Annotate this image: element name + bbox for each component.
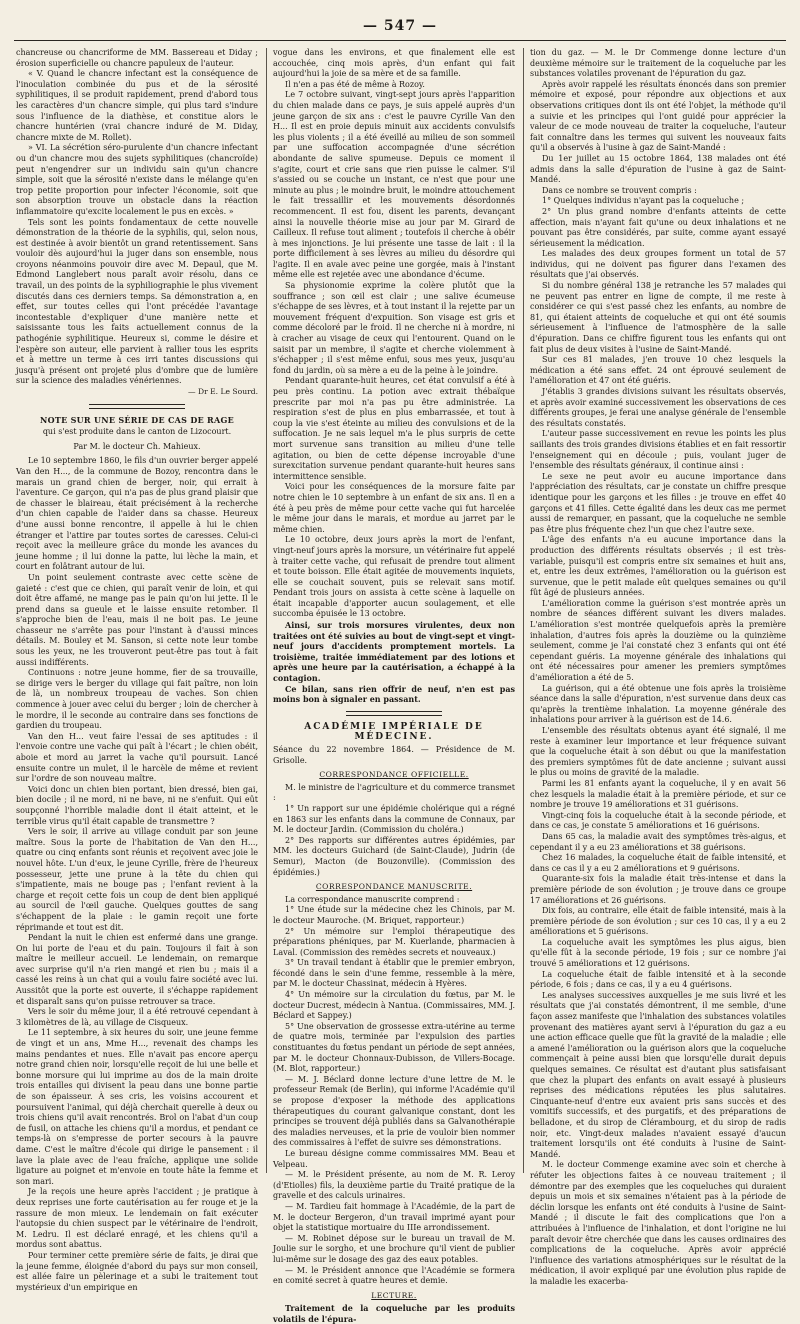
paragraph: Ainsi, sur trois morsures virulentes, deux non traitées ont été suivies au bout de vingt-sept et vingt-neuf jours d'accidents promptement mortels. La troisième, traitée immédiatement par des lotions et après une heure par la cautérisation, a échappé à la contagion. (273, 620, 515, 684)
paragraph: Dix fois, au contraire, elle était de faible intensité, mais à la première période de son évolution ; sur ces 10 cas, il y a eu 2 améliorations et 5 guérisons. (530, 906, 786, 937)
paragraph: Sa physionomie exprime la colère plutôt que la souffrance ; son œil est clair ; une salive écumeuse s'échappe de ses lèvres, et à tout instant il la rejette par un mouvement fréquent d'expuition. Son visage est gris et comme décoloré par le froid. Il ne cherche ni à mordre, ni à cracher au visage de ceux qui l'entourent. Quand on le saisit par un membre, il s'agite et cherche violemment à s'échapper ; il s'est même enfui, sous mes yeux, jusqu'au fond du jardin, où sa mère a eu de la peine à le joindre. (273, 281, 515, 375)
paragraph: Les analyses successives auxquelles je me suis livré et les résultats que j'ai constatés démontrent, il me semble, d'une façon assez manifeste que l'inhalation des substances volatiles provenant des matières ayant servi à l'épuration du gaz a eu une action efficace quelle que fût la gravité de la maladie ; elle a amené l'amélioration ou la guérison alors que la coqueluche commençait à peine aussi bien que lorsqu'elle durait depuis quelques semaines. Ce résultat est d'autant plus satisfaisant que chez la plupart des enfants on avait essayé à plusieurs reprises des médications réputées les plus salutaires. Cinquante-neuf d'entre eux avaient pris sans succès et des vomitifs successifs, et des purgatifs, et des préparations de belladone, et du sirop de Clérambourg, et du sirop de radis noir, etc. Vingt-deux malades n'avaient essayé d'aucun traitement lorsqu'ils ont été conduits à l'usine de Saint-Mandé. (530, 990, 786, 1159)
column-3 (530, 48, 786, 1286)
section-separator (346, 711, 443, 716)
paragraph: La coqueluche avait les symptômes les plus aigus, bien qu'elle fût à la seconde période, 19 fois ; sur ce nombre j'ai trouvé 5 améliorations et 12 guérisons. (530, 937, 786, 969)
paragraph: La correspondance manuscrite comprend : (285, 894, 460, 904)
paragraph: La guérison, qui a été obtenue une fois après la troisième séance dans la salle d'épuration, n'est survenue dans deux cas qu'après la trentième inhalation. La moyenne générale des inhalations pour arriver à la guérison est de 14.6. (530, 683, 786, 725)
paragraph: Je la reçois une heure après l'accident ; je pratique à deux reprises une forte cautérisation au fer rouge et je la rassure de mon mieux. Le lendemain on fait exécuter l'autopsie du chien suspect par le vétérinaire de l'endroit, M. Ledru. Il est déclaré enragé, et les chiens qu'il a mordus sont abattus. (16, 1187, 258, 1250)
paragraph: Dans 65 cas, la maladie avait des symptômes très-aigus, et cependant il y a eu 23 améliorations et 38 guérisons. (530, 831, 786, 852)
paragraph: Il n'en a pas été de même à Rozoy. (285, 79, 425, 89)
paragraph: 1° Quelques individus n'ayant pas la coqueluche ; (542, 196, 745, 206)
paragraph: Chez 16 malades, la coqueluche était de faible intensité, et dans ce cas il y a eu 2 améliorations et 9 guérisons. (530, 853, 786, 873)
paragraph: — M. Tardieu fait hommage à l'Académie, de la part de M. le docteur Bergeron, d'un travail imprimé ayant pour objet la statistique mortuaire du IIIe arrondissement. (273, 1201, 515, 1233)
section-separator (89, 404, 186, 409)
paragraph: 3° Un travail tendant à établir que le premier embryon, fécondé dans le sein d'une femme, ressemble à la mère, par M. le docteur Chassinat, médecin à Hyères. (273, 958, 515, 989)
paragraph: — M. Robinet dépose sur le bureau un travail de M. Joulie sur le sorgho, et une brochure qu'il vient de publier lui-même sur le dosage des gaz des eaux potables. (273, 1233, 515, 1264)
paragraph: Ce bilan, sans rien offrir de neuf, n'en est pas moins bon à signaler en passant. (273, 683, 515, 705)
paragraph: — M. le Président présente, au nom de M. R. Leroy (d'Etiolles) fils, la deuxième partie du Traité pratique de la gravelle et des calculs urinaires. (273, 1170, 515, 1201)
paragraph: Voici pour les conséquences de la morsure faite par notre chien le 10 septembre à un enfant de six ans. Il en a été à peu près de même pour cette vache qui fut harcelée le même jour dans le marais, et mordue au jarret par le même chien. (273, 482, 515, 534)
paragraph: L'amélioration comme la guérison s'est montrée après un nombre de séances différent suivant les divers malades. L'amélioration s'est montrée quelquefois après la première inhalation, d'autres fois après la douzième ou la quinzième seulement, comme je l'ai constaté chez 3 enfants qui ont été cependant guéris. La moyenne générale des inhalations qui ont été nécessaires pour amener les premiers symptômes d'amélioration a été de 5. (530, 598, 786, 683)
paragraph: Si du nombre général 138 je retranche les 57 malades qui ne peuvent pas entrer en ligne de compte, il me reste à considérer ce qui s'est passé chez les enfants, au nombre de 81, qui étaient atteints de coqueluche et qui ont été soumis sérieusement à l'influence de l'atmosphère de la salle d'épuration. Dans ce chiffre figurent tous les enfants qui ont fait plus de deux visites à l'usine de Saint-Mandé. (530, 281, 786, 354)
subsection-heading: CORRESPONDANCE OFFICIELLE. (319, 770, 469, 780)
paragraph: L'ensemble des résultats obtenus ayant été signalé, il me reste à examiner leur importance et leur fréquence suivant que la coqueluche était à son début ou que la manifestation des premiers symptômes fût de date ancienne ; suivant aussi le plus ou moins de gravité de la maladie. (530, 726, 786, 778)
paragraph: Un point seulement contraste avec cette scène de gaieté : c'est que ce chien, qui paraît venir de loin, et qui doit être affamé, ne mange pas le pain qu'on lui jette. Il le prend dans sa gueule et le laisse ensuite retomber. Il s'approche bien de l'eau, mais il ne boit pas. Le jeune chasseur ne s'arrête pas pour l'instant à d'aussi minces détails. M. Bouley et M. Sanson, si cette note leur tombe sous les yeux, ne les trouveront peut-être pas tout à fait aussi indifférents. (16, 572, 258, 667)
article-title: NOTE SUR UNE SÉRIE DE CAS DE RAGE (39, 414, 235, 425)
paragraph: L'auteur passe successivement en revue les points les plus saillants des trois grandes divisions établies et en fait ressortir l'enseignement qui en découle ; puis, voulant juger de l'ensemble des résultats généraux, il continue ainsi : (530, 429, 786, 471)
paragraph: Continuons : notre jeune homme, fier de sa trouvaille, se dirige vers le berger du village qui fait paître, non loin de là, un nombreux troupeau de vaches. Son chien commence à jouer avec celui du berger ; loin de chercher à le mordre, il le seconde au contraire dans ses fonctions de gardien du troupeau. (16, 668, 258, 731)
paragraph: 2° Un plus grand nombre d'enfants atteints de cette affection, mais n'ayant fait qu'une ou deux inhalations et ne pouvant pas être considérés, par suite, comme ayant essayé sérieusement la médication. (530, 206, 786, 248)
subsection-heading: CORRESPONDANCE MANUSCRITE. (315, 882, 473, 892)
paragraph: chancreuse ou chancriforme de MM. Bassereau et Diday ; érosion superficielle ou chancre papuleux de l'auteur. (16, 48, 258, 68)
signature: — Dr E. Le Sourd. (187, 387, 258, 396)
subsection-heading: LECTURE. (371, 1290, 417, 1300)
paragraph: 1° Un rapport sur une épidémie cholérique qui a régné en 1863 sur les enfants dans la commune de Connaux, par M. le docteur Jardin. (Commission du choléra.) (273, 803, 515, 835)
paragraph: Sur ces 81 malades, j'en trouve 10 chez lesquels la médication a été sans effet. 24 ont éprouvé seulement de l'amélioration et 47 ont été guéris. (530, 355, 786, 386)
paragraph: — M. J. Béclard donne lecture d'une lettre de M. le professeur Remak (de Berlin), qui informe l'Académie qu'il se propose d'exposer la méthode des applications thérapeutiques du courant galvanique constant, dont les principes se trouvent déjà publiés dans sa Galvanothérapie des maladies nerveuses, et la prie de vouloir bien nommer des commissaires à l'effet de suivre ses démonstrations. (273, 1074, 515, 1148)
paragraph: Pendant quarante-huit heures, cet état convulsif a été à peu près continu. La potion avec extrait thébaïque prescrite par moi n'a pas pu être administrée. La respiration s'est de plus en plus embarrassée, et tout à coup la vie s'est éteinte au milieu des convulsions et de la suffocation. Je ne sais lequel m'a le plus surpris de cette mort survenue sans transition au milieu d'une telle agitation, ou bien de cette dépense incroyable d'une surexcitation survenue pendant quarante-huit heures sans intermittence sensible. (273, 376, 515, 481)
article-author: Par M. le docteur Ch. Mahieux. (73, 441, 201, 451)
section-heading: ACADÉMIE IMPÉRIALE DE MÉDECINE. (304, 721, 484, 743)
paragraph: tion du gaz. — M. le Dr Commenge donne lecture d'un deuxième mémoire sur le traitement de la coqueluche par les substances volatiles provenant de l'épuration du gaz. (530, 48, 786, 79)
paragraph: Du 1er juillet au 15 octobre 1864, 138 malades ont été admis dans la salle d'épuration de l'usine à gaz de Saint-Mandé. (530, 153, 786, 185)
paragraph: Le 10 octobre, deux jours après la mort de l'enfant, vingt-neuf jours après la morsure, un vétérinaire fut appelé à traiter cette vache, qui refusait de prendre tout aliment et toute boisson. Elle était agitée de mouvements inquiets, elle se couchait souvent, puis se relevait sans motif. Pendant trois jours on assista à cette scène à laquelle on était incapable d'apporter aucun soulagement, et elle succomba épuisée le 13 octobre. (273, 535, 515, 619)
paragraph: Le sexe ne peut avoir eu aucune importance dans l'appréciation des résultats, car je constate un chiffre presque identique pour les garçons et les filles : je trouve en effet 40 garçons et 41 filles. Cette égalité dans les deux cas me permet aussi de remarquer, en passant, que la coqueluche ne semble pas être plus fréquente chez l'un que chez l'autre sexe. (530, 471, 786, 534)
article-subtitle: qui s'est produite dans le canton de Lizocourt. (42, 427, 232, 437)
paragraph: 1° Une étude sur la médecine chez les Chinois, par M. le docteur Mauroche. (M. Briquet, rapporteur.) (273, 905, 515, 925)
column-2 (273, 48, 515, 1324)
paragraph: Vers le soir du même jour, il a été retrouvé cependant à 3 kilomètres de là, au village de Cisqueux. (16, 1007, 258, 1027)
paragraph: Voici donc un chien bien portant, bien dressé, bien gai, bien docile ; il ne mord, ni ne bave, ni ne s'enfuit. Qui eût soupçonné l'horrible maladie dont il était atteint, et le terrible virus qu'il était capable de transmettre ? (16, 784, 258, 826)
header-rule (14, 40, 786, 41)
paragraph: 2° Des rapports sur différentes autres épidémies, par MM. les docteurs Guichard (de Saint-Claude), Judrin (de Semur), Macton (de Bouzonville). (Commission des épidémies.) (273, 835, 515, 877)
paragraph: Dans ce nombre se trouvent compris : (542, 185, 697, 195)
paragraph: Vers le soir, il arrive au village conduit par son jeune maître. Sous la porte de l'habitation de Van den H..., quatre ou cinq enfants sont réunis et reçoivent avec joie le nouvel hôte. L'un d'eux, le jeune Cyrille, frère de l'heureux possesseur, jette une prune à la tête du chien qui s'impatiente, mais ne bouge pas ; l'enfant revient à la charge et reçoit cette fois un coup de dent bien appliqué au sourcil de l'œil gauche. Quelques gouttes de sang s'échappent de la plaie : le gamin reçoit une forte réprimande et tout est dit. (16, 827, 258, 932)
paragraph: L'âge des enfants n'a eu aucune importance dans la production des différents résultats observés ; il est très-variable, puisqu'il est compris entre six semaines et huit ans, et, entre les deux extrêmes, l'amélioration ou la guérison est survenue, que le petit malade eût quelques semaines ou qu'il fût âgé de plusieurs années. (530, 535, 786, 598)
paragraph: vogue dans les environs, et que finalement elle est accouchée, cinq mois après, d'un enfant qui fait aujourd'hui la joie de sa mère et de sa famille. (273, 48, 515, 79)
paragraph: Parmi les 81 enfants ayant la coqueluche, il y en avait 56 chez lesquels la maladie était à la première période, et sur ce nombre je trouve 19 améliorations et 31 guérisons. (530, 778, 786, 810)
paragraph: Pendant la nuit le chien est enfermé dans une grange. On lui porte de l'eau et du pain. Toujours il fait à son maître le meilleur accueil. Le lendemain, on remarque avec surprise qu'il n'a rien mangé et rien bu ; mais il a cassé les reins à un chat qui a voulu faire société avec lui. Aussitôt que la porte est ouverte, il s'échappe rapidement et disparaît sans qu'on puisse retrouver sa trace. (16, 933, 258, 1006)
paragraph: Van den H... veut faire l'essai de ses aptitudes : il l'envoie contre une vache qui paît à l'écart ; le chien obéit, aboie et mord au jarret la vache qu'il poursuit. Lancé ensuite contre un mulet, il le harcèle de même et revient sur l'ordre de son nouveau maître. (16, 731, 258, 784)
column-1 (16, 48, 258, 1292)
paragraph: Traitement de la coqueluche par les produits volatils de l'épura- (273, 1303, 515, 1324)
paragraph: Quarante-six fois la maladie était très-intense et dans la première période de son évolution ; je trouve dans ce groupe 17 améliorations et 26 guérisons. (530, 874, 786, 905)
paragraph: Le bureau désigne comme commissaires MM. Beau et Velpeau. (273, 1148, 515, 1169)
paragraph: Pour terminer cette première série de faits, je dirai que la jeune femme, éloignée d'abord du pays sur mon conseil, est allée faire un pèlerinage et a subi le traitement tout mystérieux d'un empirique en (16, 1250, 258, 1292)
paragraph: Le 11 septembre, à six heures du soir, une jeune femme de vingt et un ans, Mme H..., revenait des champs les mains pendantes et nues. Elle n'avait pas encore aperçu notre grand chien noir, lorsqu'elle reçoit de lui une belle et bonne morsure qui lui imprime au dos de la main droite trois entailles qui divisent la peau dans une bonne partie de son épaisseur. À ses cris, les voisins accourent et poursuivent l'animal, qui déjà cherchait querelle à deux ou trois chiens qu'il avait rencontrés. Brol on l'abat d'un coup de fusil, on attache les chiens qu'il a mordus, et pendant ce temps-là on s'empresse de porter secours à la pauvre dame. C'est le maître d'école qui dirige le pansement : il lave la plaie avec de l'eau fraîche, applique une solide ligature au poignet et m'envoie en toute hâte la femme et son mari. (16, 1028, 258, 1186)
column-divider (266, 48, 267, 1173)
paragraph: 2° Un mémoire sur l'emploi thérapeutique des préparations phéniques, par M. Kuerlande, pharmacien à Laval. (Commission des remèdes secrets et nouveaux.) (273, 926, 515, 957)
paragraph: Le 7 octobre suivant, vingt-sept jours après l'apparition du chien malade dans ce pays, je suis appelé auprès d'un jeune garçon de six ans : c'est le pauvre Cyrille Van den H... Il est en proie depuis minuit aux accidents convulsifs les plus violents ; il a été éveillé au milieu de son sommeil par une suffocation accompagnée d'une sécrétion abondante de salive spumeuse. Depuis ce moment il s'agite, court et crie sans que rien puisse le calmer. S'il s'assied ou se couche un instant, ce n'est que pour une minute au plus ; le moindre bruit, le moindre attouchement le fait tressaillir et les mouvements désordonnés recommencent. Il est fou, disent les parents, devançant ainsi la nouvelle théorie mise au jour par M. Girard de Cailleux. Il refuse tout aliment ; toutefois il cherche à obéir à mes injonctions. Je lui présente une tasse de lait : il la porte difficilement à ses lèvres au milieu du désordre qui l'agite. Il en avale avec peine une gorgée, mais à l'instant même elle est rejetée avec une abondance d'écume. (273, 90, 515, 280)
paragraph: M. le ministre de l'agriculture et du commerce transmet : (273, 782, 515, 803)
paragraph: M. le docteur Commenge examine avec soin et cherche à réfuter les objections faites à ce nouveau traitement ; il démontre par des exemples que les coqueluches qui duraient depuis un mois et six semaines n'étaient pas à la période de déclin lorsque les enfants ont été conduits à l'usine de Saint-Mandé ; il discute le fait des complications que l'on a attribuées à l'influence de l'inhalation, et dont l'origine ne lui paraît devoir être cherchée que dans les causes ordinaires des complications de la coqueluche. Après avoir apprécié l'influence des variations atmosphériques sur le résultat de la médication, il avoir expliqué par une évolution plus rapide de la maladie les exacerba- (530, 1160, 786, 1286)
paragraph: Vingt-cinq fois la coqueluche était à la seconde période, et dans ce cas, je constate 5 améliorations et 16 guérisons. (530, 810, 786, 831)
paragraph: Les malades des deux groupes forment un total de 57 individus, qui ne doivent pas figurer dans l'examen des résultats que j'ai observés. (530, 249, 786, 280)
page-number: — 547 — (363, 18, 437, 34)
paragraph: Après avoir rappelé les résultats énoncés dans son premier mémoire et exposé, pour répondre aux objections et aux observations critiques dont ils ont été l'objet, la méthode qu'il a suivie et les principes qui l'ont guidé pour apprécier la valeur de ce mode nouveau de traiter la coqueluche, l'auteur fait connaître dans les termes qui suivent les nouveaux faits qu'il a observés à l'usine à gaz de Saint-Mandé : (530, 79, 786, 153)
paragraph: J'établis 3 grandes divisions suivant les résultats observés, et après avoir examiné successivement les observations de ces différents groupes, je ferai une analyse générale de l'ensemble des résultats constatés. (530, 387, 786, 428)
paragraph: — M. le Président annonce que l'Académie se formera en comité secret à quatre heures et demie. (273, 1265, 515, 1286)
paragraph: » VI. La sécrétion séro-purulente d'un chancre infectant ou d'un chancre mou des sujets syphilitiques (chancroïde) peut n'engendrer sur un individu sain qu'un chancre simple, soit que la sérosité n'existe dans le mélange qu'en trop petite proportion pour infecter l'économie, soit que son absorption trouve un obstacle dans la réaction inflammatoire qu'excite localement le pus en excès. » (16, 143, 258, 216)
paragraph: 5° Une observation de grossesse extra-utérine au terme de quatre mois, terminée par l'expulsion des parties constituantes du fœtus pendant un période de sept années, par M. le docteur Chonnaux-Dubisson, de Villers-Bocage. (M. Blot, rapporteur.) (273, 1021, 515, 1074)
paragraph: 4° Un mémoire sur la circulation du fœtus, par M. le docteur Ducrest, médecin à Nantua. (Commissaires, MM. J. Béclard et Sappey.) (273, 990, 515, 1021)
paragraph: La coqueluche était de faible intensité et à la seconde période, 6 fois ; dans ce cas, il y a eu 4 guérisons. (530, 969, 786, 990)
paragraph: « V. Quand le chancre infectant est la conséquence de l'inoculation combinée du pus et de la sérosité syphilitiques, il se produit rapidement, prend d'abord tous les caractères d'un chancre simple, qui plus tard s'indure sous l'influence de la diathèse, et constitue alors le chancre huntérien (vrai chancre induré de M. Diday, chancre mixte de M. Rollet). (16, 69, 258, 142)
session-line: Séance du 22 novembre 1864. — Présidence de M. Grisolle. (273, 745, 515, 765)
column-divider (523, 48, 524, 1173)
paragraph: Tels sont les points fondamentaux de cette nouvelle démonstration de la théorie de la syphilis, qui, selon nous, est destinée à avoir bientôt un grand retentissement. Sans vouloir dès aujourd'hui la juger dans son ensemble, nous croyons néanmoins pouvoir dire avec M. Depaul, que M. Edmond Langlebert nous paraît avoir résolu, dans ce travail, un des points de la syphiliographie le plus vivement discutés dans ces derniers temps. Sa démonstration a, en effet, sur toutes celles qui l'ont précédée l'avantage incontestable d'expliquer d'une manière nette et saisissante tous les faits actuellement connus de la pathogénie syphilitique. Heureux si, comme le désire et l'espère son auteur, elle parvient à rallier tous les esprits et à mettre un terme à ces irri tantes discussions qui jusqu'à présent ont projeté plus d'ombre que de lumière sur la science des maladies vénériennes. (16, 217, 258, 386)
paragraph: Le 10 septembre 1860, le fils d'un ouvrier berger appelé Van den H..., de la commune de Bozoy, rencontra dans le marais un grand chien de berger, noir, qui errait à l'aventure. Ce garçon, qui n'a pas de plus grand plaisir que de chasser le blaireau, était précisément à la recherche d'un chien capable de l'aider dans sa chasse. Heureux d'une aussi bonne rencontre, il appelle à lui le chien étranger et l'attire par toutes sortes de caresses. Celui-ci reçoit avec la meilleure grâce du monde les avances du jeune homme ; il lui donne la patte, lui lèche la main, et court en folâtrant autour de lui. (16, 456, 258, 572)
